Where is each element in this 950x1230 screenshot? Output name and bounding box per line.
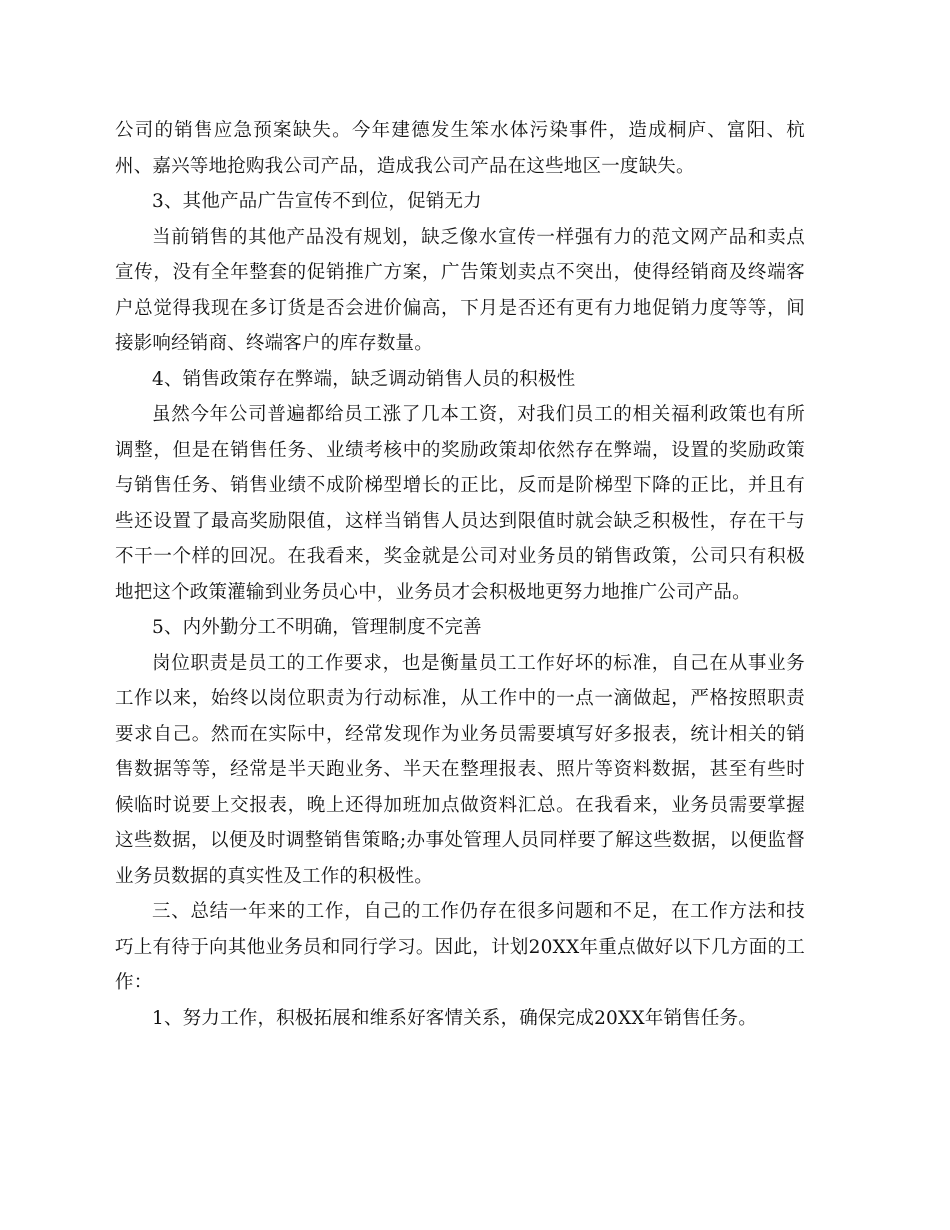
heading-4-sales-policy: 4、销售政策存在弊端，缺乏调动销售人员的积极性 bbox=[152, 368, 576, 390]
paragraph-division: 岗位职责是员工的工作要求，也是衡量员工工作好坏的标准，自己在从事业务工作以来，始终以岗位职责为行动标准，从工作中的一点一滴做起，严格按照职责要求自己。然而在实际中，经常发现作为业务员需要填写好多报表，统计相关的销售数据等等，经常是半天跑业务、半天在整理报表、照片等资料数据，甚至有些时候临时说要上交报表，晚上还得加班加点做资料汇总。在我看来，业务员需要掌握这些数据，以便及时调整销售策略;办事处管理人员同样要了解这些数据，以便监督业务员数据的真实性及工作的积极性。 bbox=[115, 652, 805, 887]
heading-5-division: 5、内外勤分工不明确，管理制度不完善 bbox=[152, 617, 482, 638]
paragraph-promotion: 当前销售的其他产品没有规划，缺乏像水宣传一样强有力的范文网产品和卖点宣传，没有全年整套的促销推广方案，广告策划卖点不突出，使得经销商及终端客户总觉得我现在多订货是否会进价偏高，下月是否还有更有力地促销力度等等，间接影响经销商、终端客户的库存数量。 bbox=[115, 226, 805, 354]
heading-3-promotion: 3、其他产品广告宣传不到位，促销无力 bbox=[152, 191, 482, 212]
plan-item-1: 1、努力工作，积极拓展和维系好客情关系，确保完成20XX年销售任务。 bbox=[152, 1007, 757, 1029]
document-body bbox=[115, 113, 805, 1036]
section-3-summary: 三、总结一年来的工作，自己的工作仍存在很多问题和不足，在工作方法和技巧上有待于向其他业务员和同行学习。因此，计划20XX年重点做好以下几方面的工作： bbox=[115, 901, 805, 993]
paragraph-1: 公司的销售应急预案缺失。今年建德发生笨水体污染事件，造成桐庐、富阳、杭州、嘉兴等地抢购我公司产品，造成我公司产品在这些地区一度缺失。 bbox=[115, 120, 805, 177]
paragraph-sales-policy: 虽然今年公司普遍都给员工涨了几本工资，对我们员工的相关福利政策也有所调整，但是在销售任务、业绩考核中的奖励政策却依然存在弊端，设置的奖励政策与销售任务、销售业绩不成阶梯型增长的正比，反而是阶梯型下降的正比，并且有些还设置了最高奖励限值，这样当销售人员达到限值时就会缺乏积极性，存在干与不干一个样的回况。在我看来，奖金就是公司对业务员的销售政策，公司只有积极地把这个政策灌输到业务员心中，业务员才会积极地更努力地推广公司产品。 bbox=[115, 404, 805, 603]
